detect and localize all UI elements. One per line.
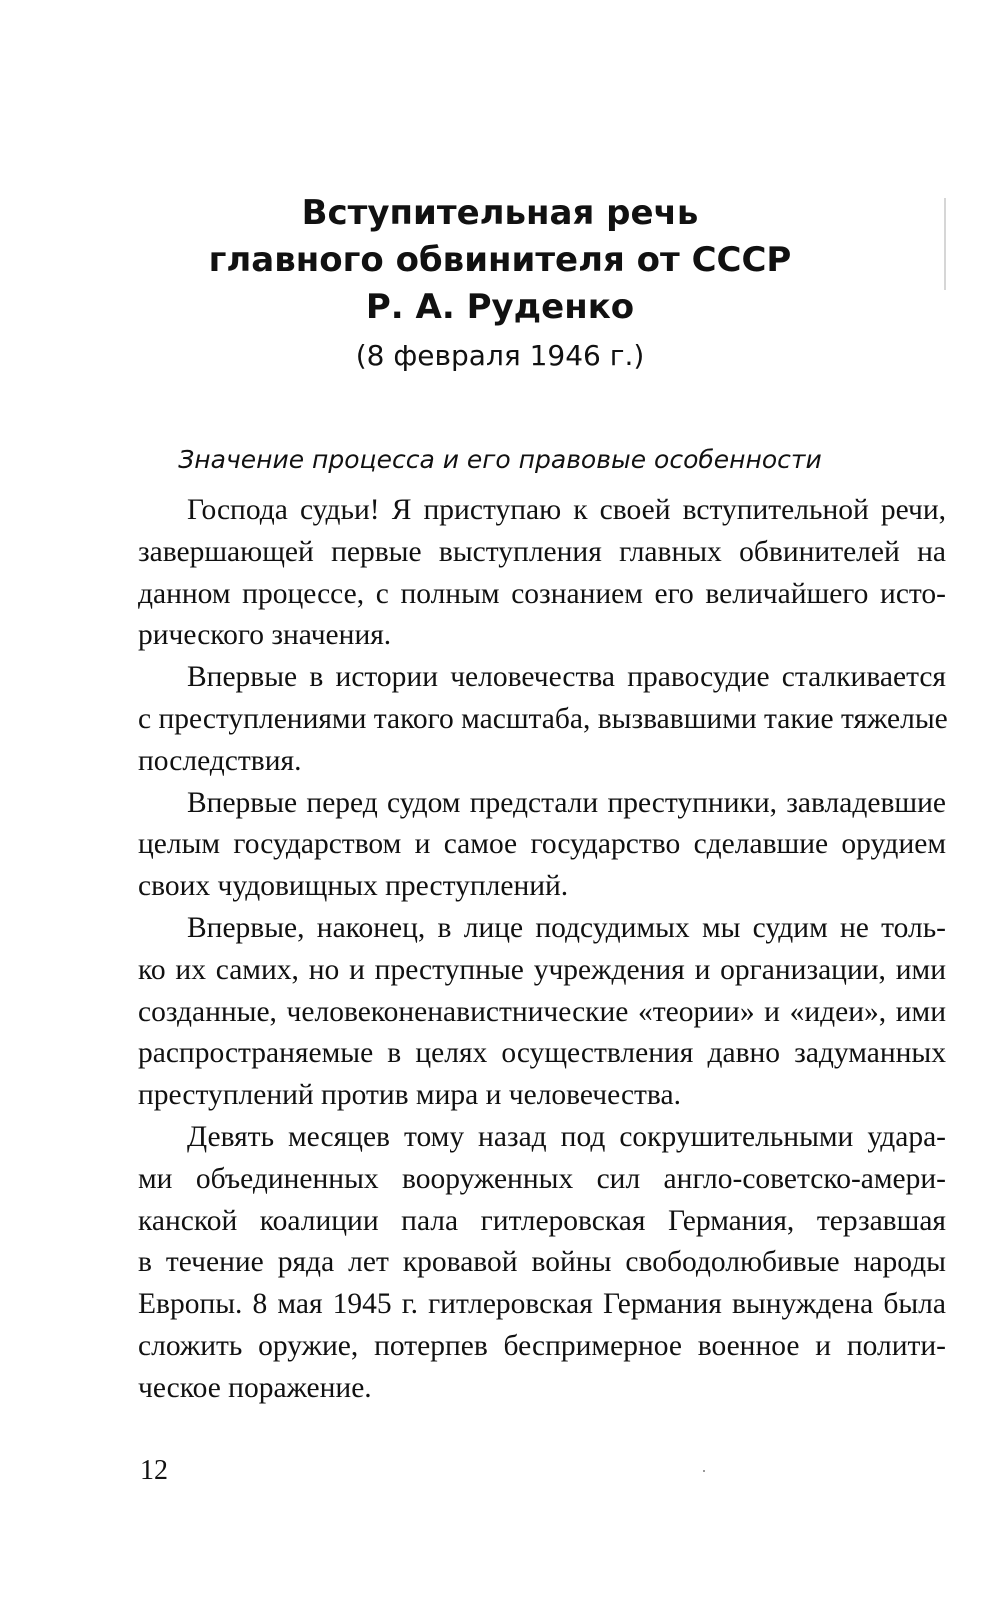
text-line: Впервые в истории человечества правосудие сталкивается (187, 661, 946, 694)
paragraph (138, 908, 946, 1117)
text-line: в течение ряда лет кровавой войны свободолюбивые народы (138, 1246, 946, 1279)
text-line: целым государством и самое государство сделавшие орудием (138, 828, 946, 861)
text-line: распространяемые в целях осуществления давно задуманных (138, 1037, 946, 1070)
paragraph (138, 783, 946, 908)
text-line: Господа судьи! Я приступаю к своей вступительной речи, (187, 494, 946, 526)
scan-dot-mark (703, 1470, 705, 1472)
text-line: ко их самих, но и преступные учреждения и организации, ими (138, 953, 946, 986)
text-line: рического значения. (138, 619, 392, 652)
title-line-3: Р. А. Руденко (365, 287, 635, 327)
paragraph (138, 657, 946, 782)
text-line: Впервые, наконец, в лице подсудимых мы судим не толь- (187, 911, 946, 944)
text-line: Европы. 8 мая 1945 г. гитлеровская Германия вынуждена была (138, 1288, 946, 1321)
body-text (138, 490, 946, 1410)
text-line: преступлений против мира и человечества. (138, 1079, 681, 1112)
speech-date: (8 февраля 1946 г.) (355, 339, 645, 372)
paragraph (138, 1117, 946, 1410)
title-line-2: главного обвинителя от СССР (208, 240, 792, 280)
section-title: Значение процесса и его правовые особенности (178, 445, 822, 474)
text-line: ческое поражение. (138, 1371, 372, 1404)
text-line: последствия. (138, 744, 302, 777)
text-line: сложить оружие, потерпев беспримерное военное и полити- (138, 1329, 946, 1362)
paragraph (138, 490, 946, 657)
text-line: канской коалиции пала гитлеровская Германия, терзавшая (138, 1204, 946, 1237)
text-line: созданные, человеконенавистнические «теории» и «идеи», ими (138, 995, 946, 1028)
speech-heading (0, 190, 1000, 379)
text-line: данном процессе, с полным сознанием его величайшего исто- (138, 577, 946, 610)
text-line: Впервые перед судом предстали преступники, завладевшие (187, 786, 946, 819)
text-line: Девять месяцев тому назад под сокрушительными удара- (187, 1120, 946, 1153)
text-line: своих чудовищных преступлений. (138, 870, 569, 903)
text-line: с преступлениями такого масштаба, вызвавшими такие тяжелые (138, 702, 948, 735)
scan-edge-mark (944, 198, 946, 290)
text-line: завершающей первые выступления главных обвинителей на (138, 535, 946, 568)
title-line-1: Вступительная речь (301, 193, 699, 233)
page-number: 12 (140, 1455, 168, 1486)
text-line: ми объединенных вооруженных сил англо-советско-амери- (138, 1162, 946, 1195)
